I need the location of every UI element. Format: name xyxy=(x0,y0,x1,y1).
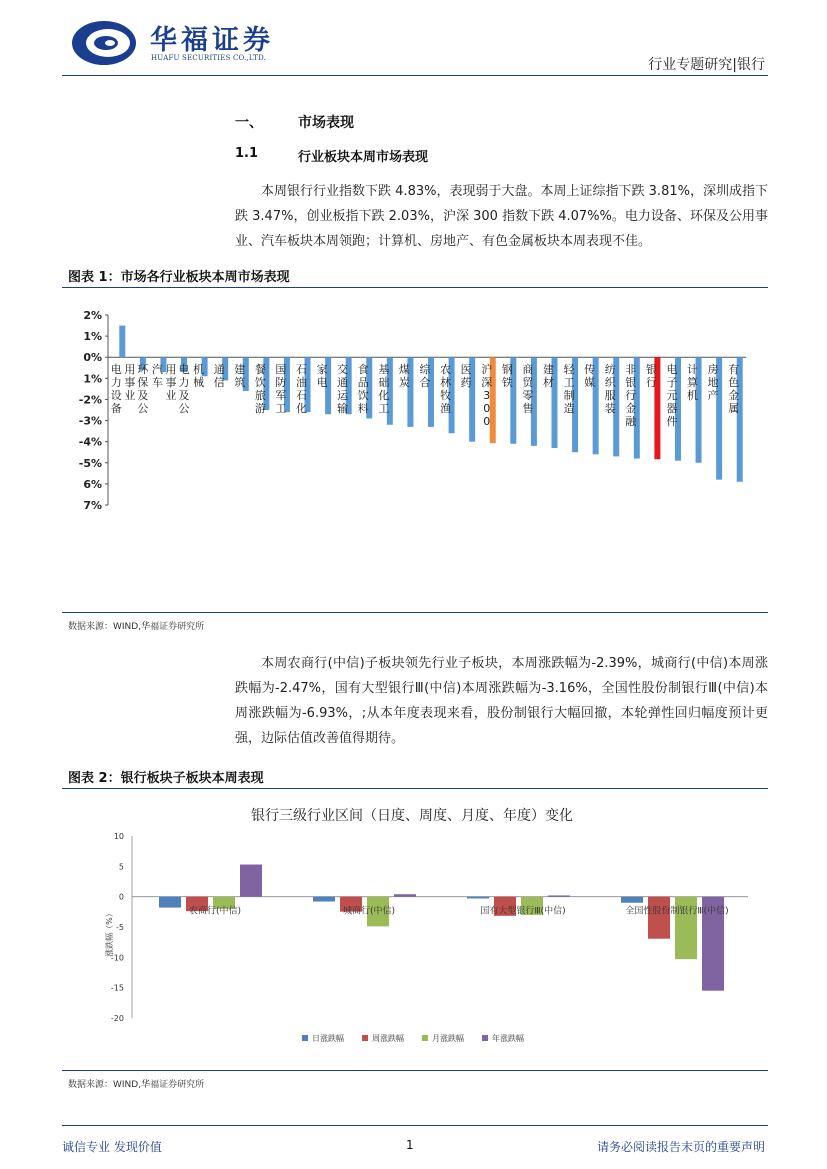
subsection-number: 1.1 xyxy=(235,146,259,161)
category-label: 石油石化 xyxy=(296,363,308,416)
y-tick-label: -2% xyxy=(78,393,102,407)
y-tick-label: 1% xyxy=(83,372,102,386)
category-label: 通信 xyxy=(213,363,225,390)
category-label: 电力设备 xyxy=(110,363,122,416)
category-label: 银行 xyxy=(645,363,657,390)
legend-label: 月涨跌幅 xyxy=(432,1034,464,1043)
y-tick-label: -3% xyxy=(78,414,102,428)
legend-swatch xyxy=(302,1035,308,1041)
paragraph-1-text: 本周银行行业指数下跌 4.83%，表现弱于大盘。本周上证综指下跌 3.81%，深圳成指下跌 3.47%，创业板指下跌 2.03%，沪深 300 指数下跌 4.07%%。电力设备、环保及公用事业、汽车板块本周领跑；计算机、房地产、有色金属板块本周表现不佳。 xyxy=(235,184,768,249)
legend-swatch xyxy=(422,1035,428,1041)
y-tick-label: 0% xyxy=(83,351,102,365)
category-label: 煤炭 xyxy=(398,363,410,390)
category-label: 基础化工 xyxy=(378,363,390,416)
footer-divider xyxy=(62,1125,768,1126)
category-label: 建筑 xyxy=(234,363,246,390)
category-label: 电子元器件 xyxy=(666,363,678,429)
legend-label: 日涨跌幅 xyxy=(312,1034,344,1043)
category-label: 轻工制造 xyxy=(563,363,575,416)
category-label: 沪深 3 0 0 xyxy=(481,363,493,429)
section-number: 一、 xyxy=(235,115,263,131)
y-tick-label: 10 xyxy=(113,832,124,841)
y-tick-label: 2% xyxy=(83,309,102,322)
subsection-title: 行业板块本周市场表现 xyxy=(298,150,429,165)
category-label: 传媒 xyxy=(584,363,596,390)
bar-日涨跌幅-农商行(中信) xyxy=(159,897,181,908)
category-label: 综合 xyxy=(419,363,431,390)
category-label: 纺织服装 xyxy=(604,363,616,416)
category-label: 全国性股份制银行Ⅲ(中信) xyxy=(625,906,729,917)
paragraph-2 xyxy=(235,651,768,751)
category-label: 房地产 xyxy=(707,363,719,403)
category-label: 食品饮料 xyxy=(357,363,369,416)
category-label: 农商行(中信) xyxy=(188,906,242,917)
category-label: 城商行(中信) xyxy=(342,906,396,917)
category-label: 计算机 xyxy=(687,363,699,403)
y-tick-label: -5 xyxy=(116,923,124,932)
bar-电力设备 xyxy=(119,326,125,358)
category-label: 交通运输 xyxy=(337,363,349,416)
figure-2-title: 图表 2：银行板块子板块本周表现 xyxy=(68,771,264,786)
category-label: 环保及公用事业 xyxy=(124,363,149,416)
legend-label: 年涨跌幅 xyxy=(492,1034,524,1043)
y-tick-label: 6% xyxy=(83,477,102,491)
figure-2-source: 数据来源：WIND,华福证券研究所 xyxy=(68,1080,205,1090)
y-tick-label: 1% xyxy=(83,330,102,344)
y-tick-label: -5% xyxy=(78,456,102,470)
figure-2-bottom-rule xyxy=(62,1070,768,1071)
category-label: 有色金属 xyxy=(728,363,740,416)
category-label: 汽车 xyxy=(151,363,163,390)
y-tick-label: -20 xyxy=(110,1014,124,1023)
footer-disclaimer: 请务必阅读报告末页的重要声明 xyxy=(596,1140,765,1154)
y-tick-label: -10 xyxy=(110,953,124,963)
company-logo xyxy=(70,18,290,70)
y-tick-label: 0 xyxy=(118,892,124,902)
bar-年涨跌幅-国有大型银行Ⅲ(中信) xyxy=(548,895,570,896)
legend-swatch xyxy=(482,1035,488,1041)
paragraph-1 xyxy=(235,179,768,254)
section-title: 市场表现 xyxy=(298,115,354,131)
chart-2 xyxy=(62,796,768,1068)
logo-text-en: HUAFU SECURITIES CO.,LTD. xyxy=(151,54,267,62)
logo-swirl-icon xyxy=(70,18,140,68)
page-number: 1 xyxy=(406,1138,414,1152)
category-label: 非银行金融 xyxy=(625,363,637,429)
legend-swatch xyxy=(362,1035,368,1041)
y-tick-label: -15 xyxy=(110,983,124,993)
logo-text-cn: 华福证券 xyxy=(150,25,274,56)
legend-label: 周涨跌幅 xyxy=(372,1034,404,1043)
bar-日涨跌幅-国有大型银行Ⅲ(中信) xyxy=(467,897,489,899)
figure-1-source: 数据来源：WIND,华福证券研究所 xyxy=(68,622,205,632)
chart-2-title: 银行三级行业区间（日度、周度、月度、年度）变化 xyxy=(251,808,573,824)
chart-1 xyxy=(62,300,768,610)
bar-年涨跌幅-农商行(中信) xyxy=(240,865,262,897)
header-divider xyxy=(62,75,768,76)
doc-type: 行业专题研究|银行 xyxy=(648,57,765,73)
figure-1-title: 图表 1：市场各行业板块本周市场表现 xyxy=(68,270,290,285)
category-label: 电力及公用事业 xyxy=(165,363,190,416)
paragraph-2-text: 本周农商行(中信)子板块领先行业子板块，本周涨跌幅为-2.39%，城商行(中信)本周涨跌幅为-2.47%，国有大型银行Ⅲ(中信)本周涨跌幅为-3.16%，全国性股份制银行Ⅲ(中信)本周涨跌幅为-6.93%，;从本年度表现来看，股份制银行大幅回撤，本轮弹性回归幅度预计更强，边际估值改善值得期待。 xyxy=(235,656,768,746)
y-tick-label: 7% xyxy=(83,499,102,512)
bar-日涨跌幅-城商行(中信) xyxy=(313,897,335,902)
bar-周涨跌幅-全国性股份制银行Ⅲ(中信) xyxy=(648,897,670,939)
category-label: 商贸零售 xyxy=(522,363,534,416)
category-label: 国防军工 xyxy=(275,363,287,416)
category-label: 机械 xyxy=(193,363,205,390)
category-label: 餐饮旅游 xyxy=(254,363,266,416)
figure-2-top-rule xyxy=(62,788,768,789)
category-label: 医药 xyxy=(460,363,472,390)
y-axis-label: 涨跌幅（%） xyxy=(105,909,114,957)
category-label: 家电 xyxy=(316,363,328,390)
bar-日涨跌幅-全国性股份制银行Ⅲ(中信) xyxy=(621,897,643,903)
category-label: 国有大型银行Ⅲ(中信) xyxy=(480,906,566,917)
category-label: 建材 xyxy=(542,363,554,390)
bar-年涨跌幅-城商行(中信) xyxy=(394,894,416,896)
figure-1-top-rule xyxy=(62,287,768,288)
category-label: 钢铁 xyxy=(501,363,513,390)
figure-1-bottom-rule xyxy=(62,612,768,613)
y-tick-label: -4% xyxy=(78,435,102,449)
y-tick-label: 5 xyxy=(118,862,124,872)
category-label: 农林牧渔 xyxy=(440,363,452,416)
footer-slogan: 诚信专业 发现价值 xyxy=(62,1140,162,1154)
